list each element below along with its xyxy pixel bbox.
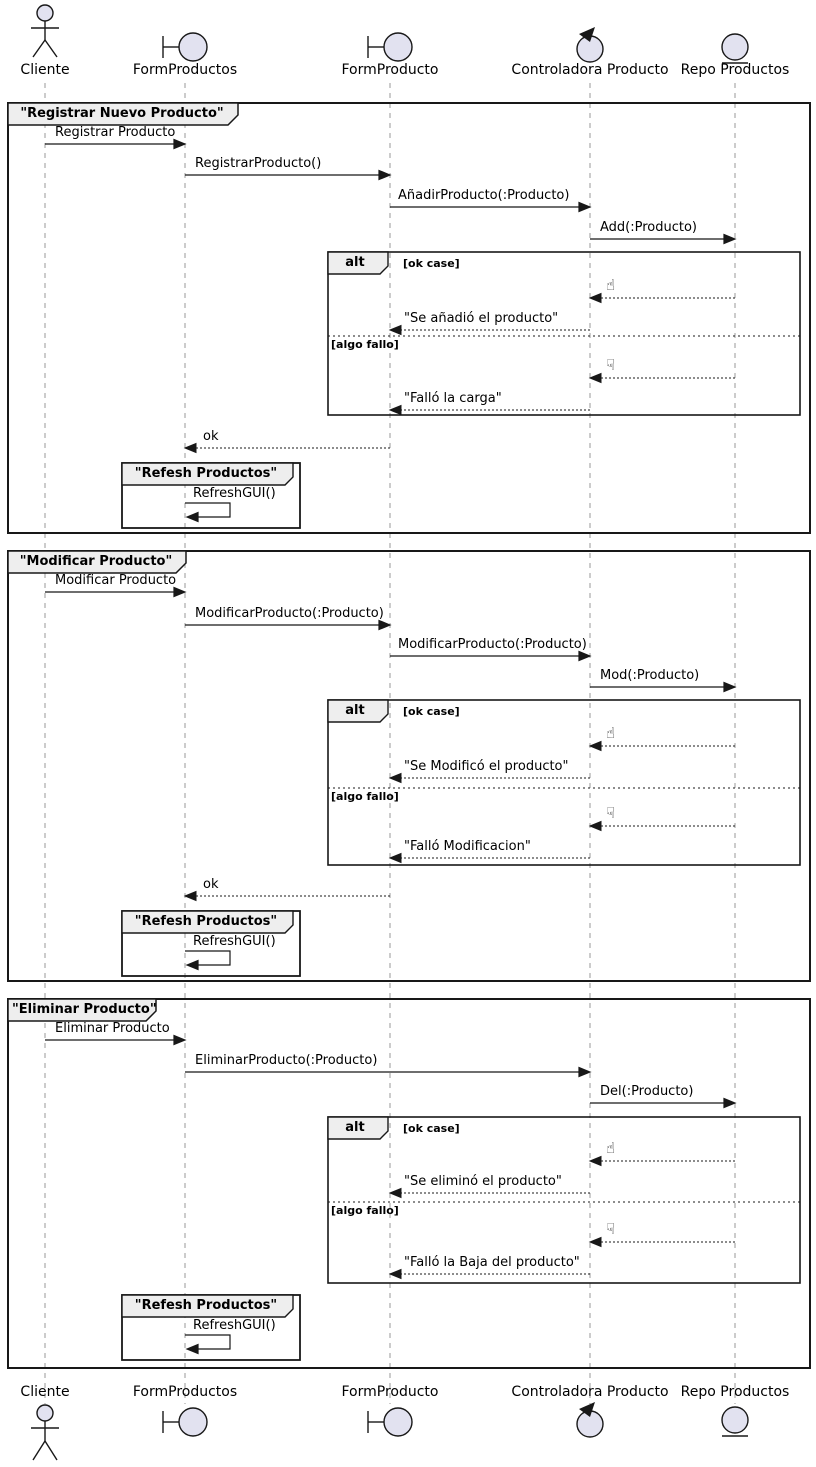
control-icon-bottom bbox=[577, 1402, 603, 1437]
participant-label-repo-bottom: Repo Productos bbox=[680, 1384, 790, 1400]
participant-label-cliente-top: Cliente bbox=[20, 62, 70, 78]
frame3-msg-eliminarproducto: EliminarProducto(:Producto) bbox=[195, 1053, 378, 1068]
frame1-msg-ok: ok bbox=[203, 429, 219, 444]
frame1-reply-fail: "Falló la carga" bbox=[404, 391, 502, 406]
frame2-msg-modificarproducto1: ModificarProducto(:Producto) bbox=[195, 606, 384, 621]
participant-label-formproductos-top: FormProductos bbox=[132, 62, 238, 78]
participant-label-controladora-bottom: Controladora Producto bbox=[511, 1384, 669, 1400]
thumbs-up-icon: ☝ bbox=[606, 724, 616, 742]
frame2-alt-operator: alt bbox=[345, 703, 365, 718]
frame1-guard-fail: [algo fallo] bbox=[331, 338, 399, 351]
participant-label-repo-top: Repo Productos bbox=[680, 62, 790, 78]
entity-icon-top bbox=[722, 34, 748, 63]
frame3-guard-fail: [algo fallo] bbox=[331, 1204, 399, 1217]
frame3-reply-fail: "Falló la Baja del producto" bbox=[404, 1255, 580, 1270]
frame2-reply-ok: "Se Modificó el producto" bbox=[404, 759, 569, 774]
frame1-msg-add: Add(:Producto) bbox=[600, 220, 698, 235]
thumbs-down-icon: ☟ bbox=[606, 804, 616, 822]
frame1-reply-ok: "Se añadió el producto" bbox=[404, 311, 559, 326]
frame1-msg-registrarproducto: RegistrarProducto() bbox=[195, 156, 322, 171]
boundary-icon-top-formproducto bbox=[368, 33, 412, 61]
entity-icon-bottom bbox=[722, 1407, 748, 1436]
participant-label-formproducto-bottom: FormProducto bbox=[341, 1384, 439, 1400]
participant-label-formproductos-bottom: FormProductos bbox=[132, 1384, 238, 1400]
thumbs-down-icon: ☟ bbox=[606, 1220, 616, 1238]
thumbs-up-icon: ☝ bbox=[606, 1139, 616, 1157]
frame2-msg-ok: ok bbox=[203, 877, 219, 892]
frame3-guard-ok: [ok case] bbox=[403, 1122, 460, 1135]
frame1-alt-operator: alt bbox=[345, 255, 365, 270]
participant-label-controladora-top: Controladora Producto bbox=[511, 62, 669, 78]
participant-label-cliente-bottom: Cliente bbox=[20, 1384, 70, 1400]
alt-pentagons bbox=[328, 252, 388, 1139]
actor-icon-bottom bbox=[31, 1405, 59, 1460]
frame2-refresh-title: "Refesh Productos" bbox=[134, 914, 278, 929]
frame3-msg-eliminar-producto: Eliminar Producto bbox=[55, 1021, 170, 1036]
frame1-msg-anadirproducto: AñadirProducto(:Producto) bbox=[398, 188, 570, 203]
frame3-refreshgui: RefreshGUI() bbox=[193, 1318, 276, 1333]
return-arrows bbox=[185, 294, 735, 1279]
frame3-alt-operator: alt bbox=[345, 1120, 365, 1135]
frame3-title: "Eliminar Producto" bbox=[12, 1002, 157, 1017]
frame2-msg-modificarproducto2: ModificarProducto(:Producto) bbox=[398, 637, 587, 652]
frame1-msg-registrar-producto: Registrar Producto bbox=[55, 125, 176, 140]
frame3-reply-ok: "Se eliminó el producto" bbox=[404, 1174, 562, 1189]
participant-label-formproducto-top: FormProducto bbox=[341, 62, 439, 78]
frame2-refreshgui: RefreshGUI() bbox=[193, 934, 276, 949]
thumbs-up-icon: ☝ bbox=[606, 276, 616, 294]
boundary-icon-bottom-formproducto bbox=[368, 1408, 412, 1436]
frame1-title: "Registrar Nuevo Producto" bbox=[20, 106, 224, 121]
frame2-guard-ok: [ok case] bbox=[403, 705, 460, 718]
frame1-guard-ok: [ok case] bbox=[403, 257, 460, 270]
thumbs-down-icon: ☟ bbox=[606, 356, 616, 374]
frame3-msg-del: Del(:Producto) bbox=[600, 1084, 694, 1099]
frame2-guard-fail: [algo fallo] bbox=[331, 790, 399, 803]
frame1-refresh-title: "Refesh Productos" bbox=[134, 466, 278, 481]
boundary-icon-bottom-formproductos bbox=[163, 1408, 207, 1436]
frame2-reply-fail: "Falló Modificacion" bbox=[404, 839, 531, 854]
actor-icon-top bbox=[31, 5, 59, 57]
control-icon-top bbox=[577, 27, 603, 62]
boundary-icon-top-formproductos bbox=[163, 33, 207, 61]
frame2-msg-modificar-producto: Modificar Producto bbox=[55, 573, 177, 588]
frame2-title: "Modificar Producto" bbox=[19, 554, 173, 569]
frame3-refresh-title: "Refesh Productos" bbox=[134, 1298, 278, 1313]
frame1-refreshgui: RefreshGUI() bbox=[193, 486, 276, 501]
frame2-msg-mod: Mod(:Producto) bbox=[600, 668, 700, 683]
